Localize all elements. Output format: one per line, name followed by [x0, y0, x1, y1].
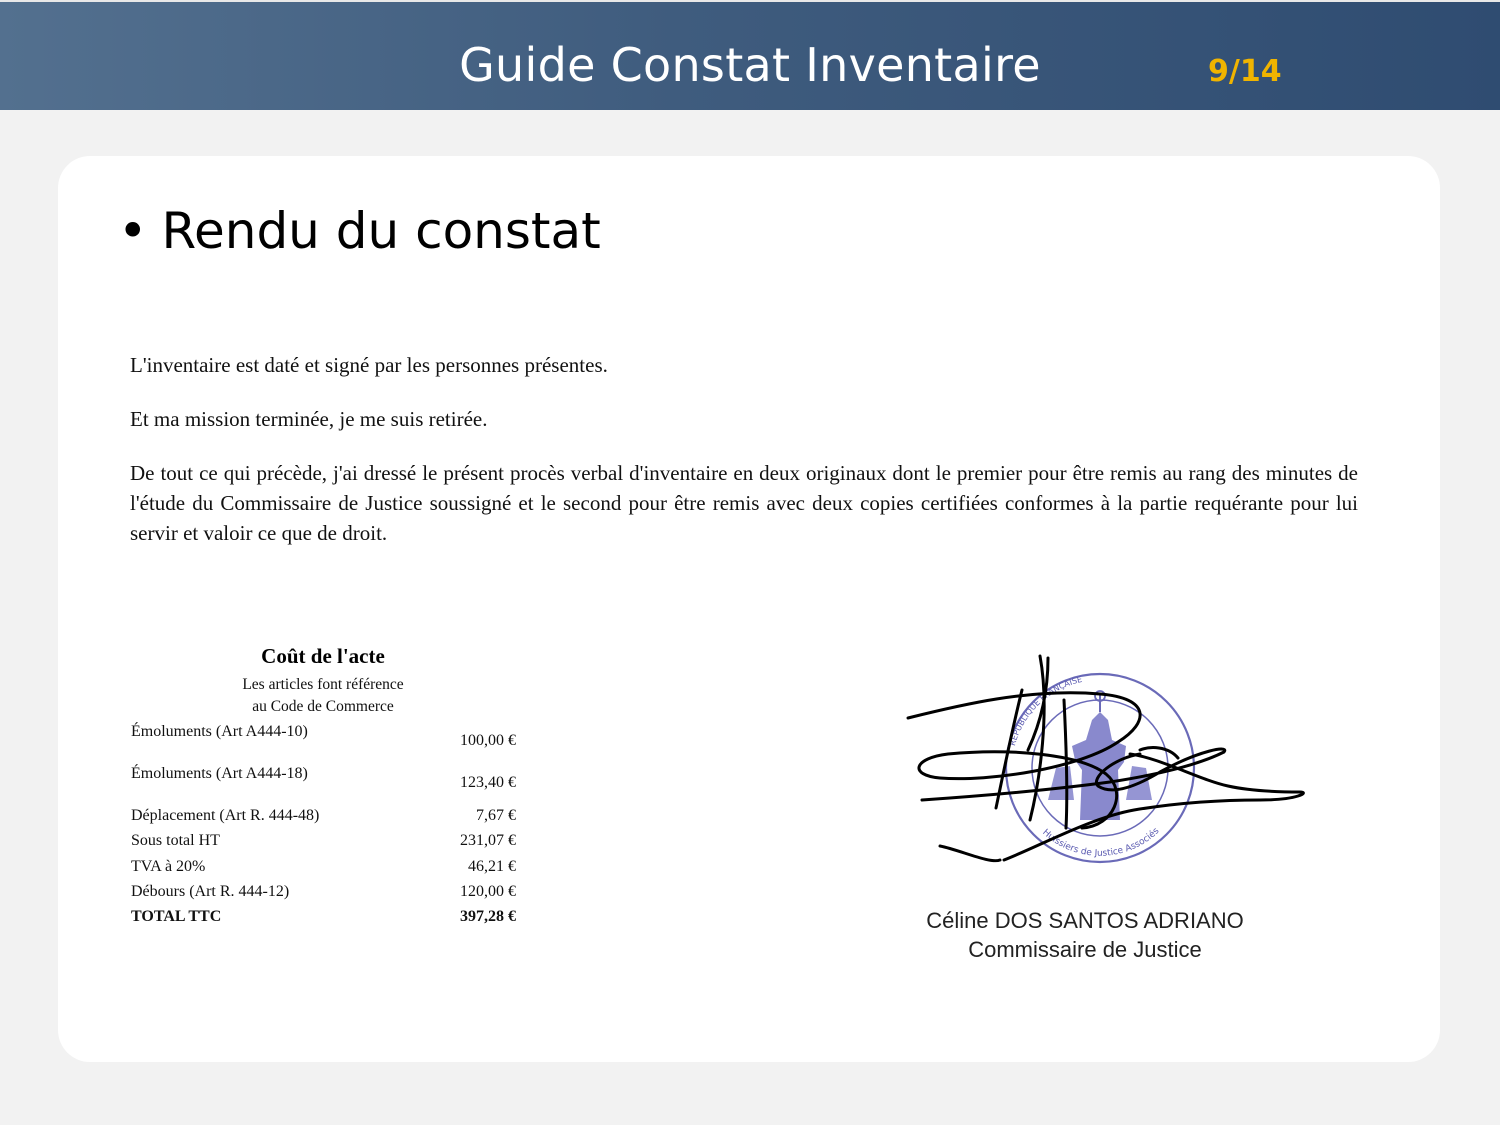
svg-text:Huissiers de Justice Associés — [1040, 826, 1161, 859]
bullet-icon: • — [118, 202, 148, 260]
document-paragraph: L'inventaire est daté et signé par les personnes présentes. — [130, 353, 608, 377]
cost-row-label: TVA à 20% — [131, 858, 206, 875]
cost-row-value: 120,00 € — [460, 883, 516, 900]
cost-row-value: 100,00 € — [460, 732, 516, 749]
cost-total-label: TOTAL TTC — [131, 908, 222, 925]
page-indicator: 9/14 — [1208, 54, 1282, 89]
cost-row-label: Émoluments (Art A444-10) — [131, 723, 308, 740]
signatory-role: Commissaire de Justice — [968, 937, 1202, 962]
heading-text: Rendu du constat — [161, 202, 601, 260]
cost-row-value: 231,07 € — [460, 832, 516, 849]
signature-stamp-image — [900, 650, 1310, 890]
slide-heading — [118, 196, 601, 266]
cost-row-label: Déplacement (Art R. 444-48) — [131, 807, 320, 824]
document-paragraph: De tout ce qui précède, j'ai dressé le présent procès verbal d'inventaire en deux originaux dont le premier pour être remis au rang des minutes de l'étude du Commissaire de Justice soussigné et le second pour être remis avec deux copies certifiées conformes à la partie requérante pour lui servir et valoir ce que de droit. — [130, 461, 1358, 545]
cost-row-label: Sous total HT — [131, 832, 220, 849]
cost-subtitle: au Code de Commerce — [252, 698, 394, 715]
document-paragraph: Et ma mission terminée, je me suis retirée. — [130, 407, 488, 431]
cost-row-label: Émoluments (Art A444-18) — [131, 765, 308, 782]
stamp-text-top: RÉPUBLIQUE FRANÇAISE — [1007, 674, 1083, 747]
cost-row-value: 46,21 € — [468, 858, 516, 875]
header-bar — [0, 0, 1500, 110]
header-title: Guide Constat Inventaire — [459, 38, 1041, 92]
stamp-text-bottom: Huissiers de Justice Associés — [1040, 826, 1162, 859]
signatory-name: Céline DOS SANTOS ADRIANO — [926, 908, 1244, 933]
cost-row-value: 123,40 € — [460, 774, 516, 791]
cost-row-label: Débours (Art R. 444-12) — [131, 883, 290, 900]
cost-row-value: 7,67 € — [476, 807, 516, 824]
cost-subtitle: Les articles font référence — [242, 676, 404, 693]
cost-total-value: 397,28 € — [460, 908, 516, 925]
cost-title: Coût de l'acte — [261, 644, 385, 668]
